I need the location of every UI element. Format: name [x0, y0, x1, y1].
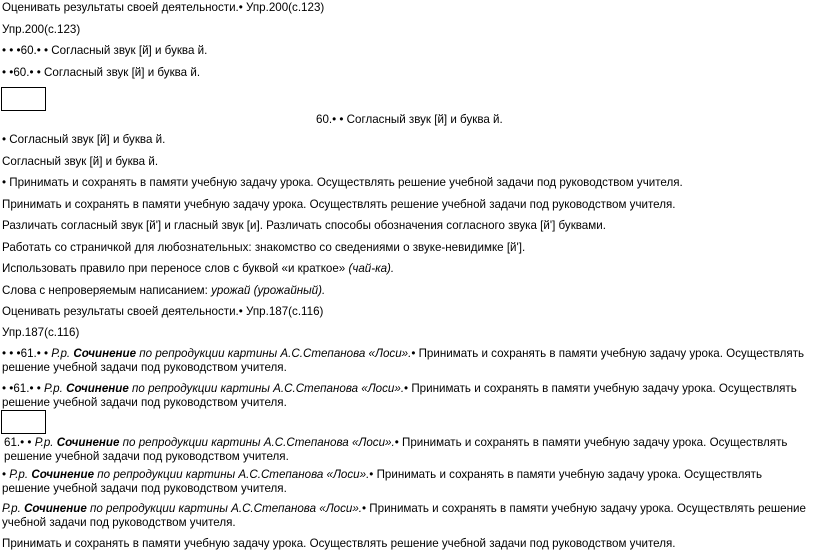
- text-line-13-example: урожай (урожайный).: [211, 284, 326, 297]
- block-5-rest: • Принимать и сохранять в памяти учебную задачу урока. Осуществлять решение учебной задачи под руководством учителя.: [2, 502, 806, 529]
- lesson-block-2: [2, 382, 812, 410]
- block-4-sochinenie: Сочинение: [31, 468, 95, 481]
- text-line-12-main: Использовать правило при переносе слов с буквой «и краткое»: [2, 262, 349, 275]
- empty-cell-box-2: [1, 410, 46, 434]
- text-line-10: Различать согласный звук [й'] и гласный звук [и]. Различать способы обозначения согласного звука [й'] буквами.: [2, 219, 606, 232]
- block-4-prefix: •: [2, 468, 10, 481]
- text-line-13: [2, 284, 812, 298]
- text-line-last: Принимать и сохранять в памяти учебную задачу урока. Осуществлять решение учебной задачи под руководством учителя.: [2, 537, 676, 550]
- block-1-prefix: • • •61.• •: [2, 347, 52, 360]
- text-line-3: • • •60.• • Согласный звук [й] и буква й.: [2, 44, 208, 57]
- text-line-9: Принимать и сохранять в памяти учебную задачу урока. Осуществлять решение учебной задачи под руководством учителя.: [2, 198, 676, 211]
- block-1-topic: по репродукции картины А.С.Степанова «Лоси».: [136, 347, 412, 360]
- text-line-6: • Согласный звук [й] и буква й.: [2, 133, 166, 146]
- text-line-4: • •60.• • Согласный звук [й] и буква й.: [2, 66, 201, 79]
- block-5-sochinenie: Сочинение: [24, 502, 87, 515]
- text-line-12: [2, 262, 812, 276]
- block-4-rr: Р.р.: [9, 468, 29, 481]
- block-1-sochinenie: Сочинение: [73, 347, 137, 360]
- text-line-5: 60.• • Согласный звук [й] и буква й.: [316, 113, 503, 126]
- block-3-sochinenie: Сочинение: [56, 436, 120, 449]
- block-2-sochinenie: Сочинение: [66, 382, 129, 395]
- block-3-prefix: 61.• •: [4, 436, 35, 449]
- text-line-15: Упр.187(с.116): [2, 326, 80, 339]
- text-line-8: • Принимать и сохранять в памяти учебную задачу урока. Осуществлять решение учебной задачи под руководством учителя.: [2, 176, 683, 189]
- block-1-rr: Р.р.: [51, 347, 71, 360]
- text-line-13-main: Слова с непроверяемым написанием:: [2, 284, 212, 297]
- text-line-11: Работать со страничкой для любознательных: знакомство со сведениями о звуке-невидимке [й'].: [2, 241, 526, 254]
- lesson-block-4: [2, 468, 812, 496]
- text-line-7: Согласный звук [й] и буква й.: [2, 155, 159, 168]
- block-2-prefix: • •61.• •: [2, 382, 45, 395]
- block-2-rr: Р.р.: [44, 382, 63, 395]
- block-5-topic: по репродукции картины А.С.Степанова «Лоси».: [86, 502, 363, 515]
- block-3-rest: • Принимать и сохранять в памяти учебную задачу урока. Осуществлять решение учебной задачи под руководством учителя.: [4, 436, 788, 463]
- empty-cell-box: [1, 87, 46, 111]
- block-2-rest: • Принимать и сохранять в памяти учебную задачу урока. Осуществлять решение учебной задачи под руководством учителя.: [2, 382, 797, 409]
- block-3-topic: по репродукции картины А.С.Степанова «Лоси».: [119, 436, 395, 449]
- block-5-rr: Р.р.: [2, 502, 21, 515]
- text-line-12-example: (чай-ка).: [348, 262, 395, 275]
- block-2-topic: по репродукции картины А.С.Степанова «Лоси».: [128, 382, 405, 395]
- lesson-block-3: [4, 436, 812, 464]
- text-line-1: Оценивать результаты своей деятельности.• Упр.200(с.123): [2, 1, 325, 14]
- block-1-rest: • Принимать и сохранять в памяти учебную задачу урока. Осуществлять решение учебной задачи под руководством учителя.: [2, 347, 805, 374]
- lesson-block-5: [2, 502, 812, 530]
- block-4-rest: • Принимать и сохранять в памяти учебную задачу урока. Осуществлять решение учебной задачи под руководством учителя.: [2, 468, 763, 495]
- text-line-2: Упр.200(с.123): [2, 23, 81, 36]
- lesson-block-1: [2, 347, 812, 375]
- text-line-14: Оценивать результаты своей деятельности.• Упр.187(с.116): [2, 305, 324, 318]
- block-3-rr: Р.р.: [34, 436, 54, 449]
- block-4-topic: по репродукции картины А.С.Степанова «Лоси».: [94, 468, 370, 481]
